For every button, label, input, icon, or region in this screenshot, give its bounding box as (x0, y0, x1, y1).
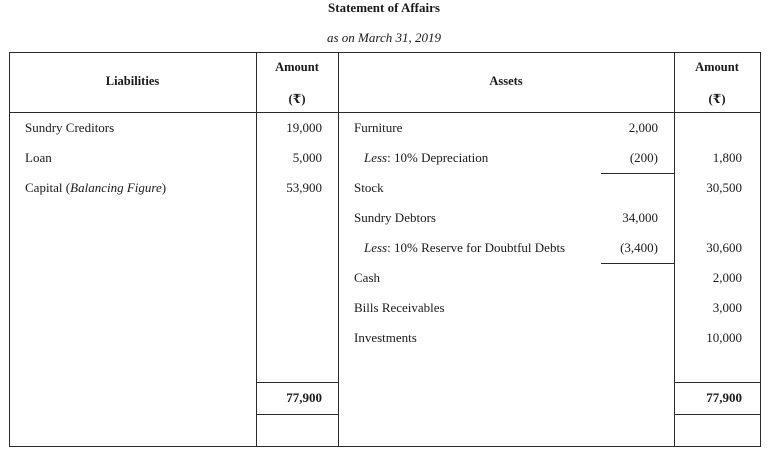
table-top-border (9, 52, 761, 53)
table-right-border (760, 52, 761, 447)
currency-right-header: (₹) (708, 92, 726, 106)
asset-label-investments: Investments (354, 330, 417, 345)
asset-amount-investments: 10,000 (706, 330, 742, 345)
asset-amount-furniture: 1,800 (712, 150, 742, 165)
debtors-reserve-text: : 10% Reserve for Doubtful Debts (387, 240, 566, 255)
currency-left-header: (₹) (288, 92, 306, 106)
table-left-border (9, 52, 10, 447)
assets-header: Assets (489, 74, 523, 88)
liability-label: Sundry Creditors (25, 120, 115, 135)
capital-label-suffix: ) (161, 180, 167, 195)
amount-left-header: Amount (275, 60, 319, 74)
asset-sub-furniture: 2,000 (628, 120, 658, 135)
left-total-top-rule (256, 382, 338, 383)
asset-label-stock: Stock (354, 180, 384, 195)
right-total-bottom-rule (674, 414, 760, 415)
asset-amount-cash: 2,000 (712, 270, 742, 285)
total-left: 77,900 (286, 390, 322, 405)
asset-label-bills: Bills Receivables (354, 300, 445, 315)
debtors-subtotal-rule (601, 263, 674, 264)
asset-amount-stock: 30,500 (706, 180, 742, 195)
total-right: 77,900 (706, 390, 742, 405)
asset-label-furniture: Furniture (354, 120, 403, 135)
page-title: Statement of Affairs (328, 0, 440, 15)
asset-sub-debtors: 34,000 (622, 210, 658, 225)
liability-label (25, 180, 166, 196)
liability-label: Loan (25, 150, 52, 165)
asset-sub-furniture-dep: (200) (629, 150, 658, 165)
capital-label-prefix: Capital ( (25, 180, 71, 195)
right-total-top-rule (674, 382, 760, 383)
amount-right-header: Amount (695, 60, 739, 74)
liability-amount: 5,000 (292, 150, 322, 165)
header-divider (9, 112, 761, 113)
liability-amount: 19,000 (286, 120, 322, 135)
left-total-bottom-rule (256, 414, 338, 415)
asset-label-furniture-dep (364, 150, 488, 166)
table-bottom-border (9, 446, 761, 447)
left-amount-col-divider (256, 52, 257, 447)
liability-amount: 53,900 (286, 180, 322, 195)
less-italic: Less (364, 150, 388, 165)
asset-amount-bills: 3,000 (712, 300, 742, 315)
asset-label-debtors-reserve (364, 240, 565, 256)
furniture-subtotal-rule (601, 173, 674, 174)
furniture-dep-text: : 10% Depreciation (387, 150, 489, 165)
asset-amount-debtors: 30,600 (706, 240, 742, 255)
liabilities-header: Liabilities (105, 74, 160, 88)
center-divider (338, 52, 339, 447)
less-italic: Less (364, 240, 388, 255)
asset-sub-debtors-reserve: (3,400) (620, 240, 658, 255)
asset-label-debtors: Sundry Debtors (354, 210, 436, 225)
asset-label-cash: Cash (354, 270, 380, 285)
page-subtitle: as on March 31, 2019 (327, 30, 441, 45)
capital-label-italic: Balancing Figure (70, 180, 162, 195)
